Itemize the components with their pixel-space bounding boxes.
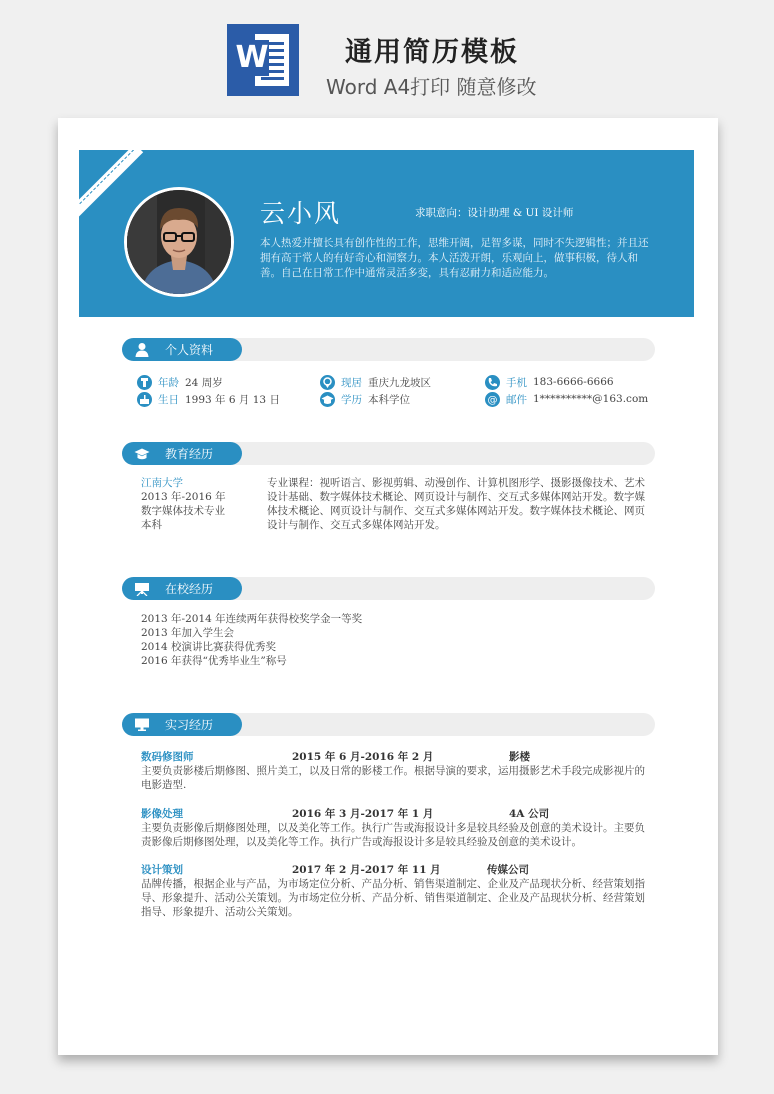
at-sign-icon xyxy=(485,392,500,407)
info-degree: 学历 本科学位 xyxy=(320,391,410,407)
section-title: 个人资料 xyxy=(165,343,214,357)
job-date: 2016 年 3 月-2017 年 1 月 xyxy=(292,808,434,820)
job-role: 设计策划 xyxy=(141,864,183,876)
job-entry xyxy=(141,806,653,849)
cake-icon xyxy=(137,392,152,407)
section-header-internship xyxy=(122,713,655,736)
education-period: 2013 年-2016 年 xyxy=(141,491,226,503)
list-item: 2014 校演讲比赛获得优秀奖 xyxy=(141,641,277,653)
monitor-icon xyxy=(134,717,150,732)
avatar xyxy=(124,187,234,297)
job-company: 4A 公司 xyxy=(509,808,550,820)
word-logo-icon xyxy=(227,24,299,96)
education-summary xyxy=(141,476,226,532)
svg-text:@: @ xyxy=(487,394,498,406)
section-title: 实习经历 xyxy=(165,718,214,732)
school-name: 江南大学 xyxy=(141,477,183,489)
section-title: 教育经历 xyxy=(165,447,214,461)
info-phone: 手机 183-6666-6666 xyxy=(485,374,614,390)
info-age: 年龄 24 周岁 xyxy=(137,374,223,390)
job-entry xyxy=(141,749,653,792)
info-birthday: 生日 1993 年 6 月 13 日 xyxy=(137,391,280,407)
list-item: 2013 年加入学生会 xyxy=(141,627,235,639)
presentation-board-icon xyxy=(134,581,150,596)
age-icon xyxy=(137,375,152,390)
education-degree: 本科 xyxy=(141,519,162,531)
job-description: 品牌传播，根据企业与产品，为市场定位分析、产品分析、销售渠道制定、企业及产品现状分析、经营策划指导、形象提升、活动公关策划。为市场定位分析、产品分析、销售渠道制定、企业及产品现状分析、经营策划指导、形象提升、活动公关策划。 xyxy=(141,878,645,918)
job-company: 传媒公司 xyxy=(487,864,529,876)
person-icon xyxy=(134,342,150,357)
job-description: 主要负责影像后期修图处理，以及美化等工作。执行广告或海报设计多是较具经验及创意的美术设计。主要负责影像后期修图处理，以及美化等工作。执行广告或海报设计多是较具经验及创意的美术设计。 xyxy=(141,822,645,848)
list-item: 2016 年获得“优秀毕业生”称号 xyxy=(141,655,287,667)
section-header-education xyxy=(122,442,655,465)
section-header-personal xyxy=(122,338,655,361)
info-email: @ 邮件 1**********@163.com xyxy=(485,391,648,407)
job-role: 数码修图师 xyxy=(141,751,194,763)
job-description: 主要负责影楼后期修图、照片美工，以及日常的影楼工作。根据导演的要求，运用摄影艺术手段完成影视片的电影造型. xyxy=(141,765,645,791)
job-date: 2015 年 6 月-2016 年 2 月 xyxy=(292,751,434,763)
graduation-cap-icon xyxy=(134,446,150,461)
section-title: 在校经历 xyxy=(165,582,214,596)
profile-banner xyxy=(79,150,694,317)
job-role: 影像处理 xyxy=(141,808,183,820)
job-company: 影楼 xyxy=(509,751,530,763)
job-intent: 求职意向：设计助理 & UI 设计师 xyxy=(415,207,574,219)
job-entry xyxy=(141,862,653,919)
education-major: 数字媒体技术专业 xyxy=(141,505,225,517)
phone-icon xyxy=(485,375,500,390)
candidate-name: 云小风 xyxy=(260,199,342,228)
self-introduction: 本人热爱并擅长具有创作性的工作，思维开阔，足智多谋，同时不失逻辑性；并且还拥有高于常人的有好奇心和洞察力。本人活泼开朗，乐观向上，做事积极，待人和善。自己在日常工作中通常灵活多变，具有忍耐力和适应能力。 xyxy=(260,237,649,279)
template-subtitle: Word A4打印 随意修改 xyxy=(326,75,537,99)
info-residence: 现居 重庆九龙坡区 xyxy=(320,374,431,390)
location-icon xyxy=(320,375,335,390)
list-item: 2013 年-2014 年连续两年获得校奖学金一等奖 xyxy=(141,613,363,625)
template-header xyxy=(0,0,774,118)
word-logo-letter: W xyxy=(235,40,269,75)
course-list: 专业课程：视听语言、影视剪辑、动漫创作、计算机图形学、摄影摄像技术、艺术设计基础、数字媒体技术概论、网页设计与制作、交互式多媒体网站开发。数字媒体技术概论、网页设计与制作、交互式多媒体网站开发。数字媒体技术概论、网页设计与制作、交互式多媒体网站开发。 xyxy=(267,477,645,531)
campus-list xyxy=(141,612,362,668)
job-date: 2017 年 2 月-2017 年 11 月 xyxy=(292,864,441,876)
resume-page xyxy=(58,118,718,1055)
graduation-cap-icon xyxy=(320,392,335,407)
template-title: 通用简历模板 xyxy=(345,37,519,68)
section-header-campus xyxy=(122,577,655,600)
